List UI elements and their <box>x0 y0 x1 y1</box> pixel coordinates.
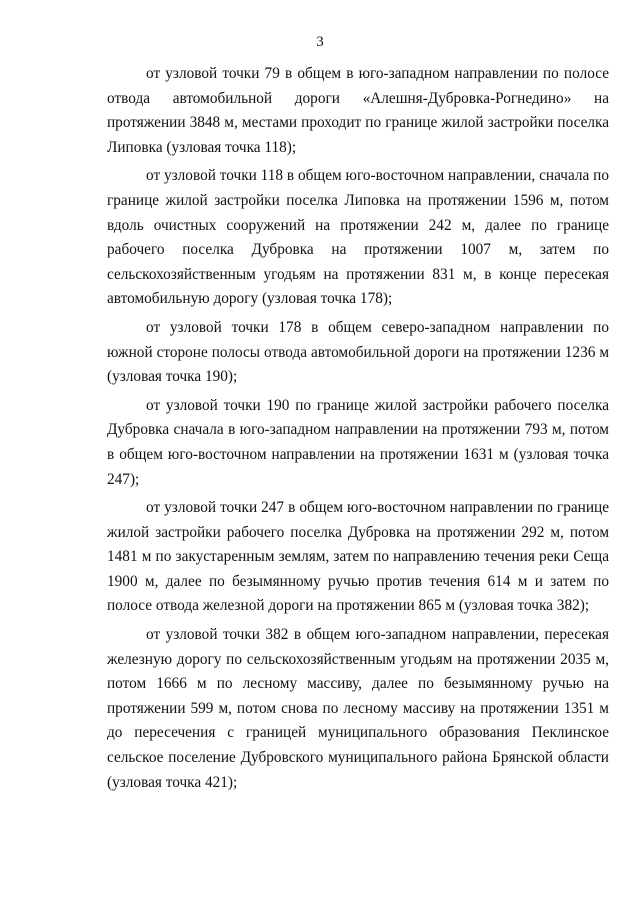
paragraph-6: от узловой точки 382 в общем юго-западном направлении, пересекая железную дорогу по сельскохозяйственным угодьям на протяжении 2035 м, потом 1666 м по лесному массиву, далее по безымянному ручью на протяжении 599 м, потом снова по лесному массиву на протяжении 1351 м до пересечения с границей муниципального образования Пеклинское сельское поселение Дубровского муниципального района Брянской области (узловая точка 421); <box>107 626 609 791</box>
document-body <box>107 62 609 799</box>
paragraph-4: от узловой точки 190 по границе жилой застройки рабочего поселка Дубровка сначала в юго-западном направлении на протяжении 793 м, потом в общем юго-восточном направлении на протяжении 1631 м (узловая точка 247); <box>107 396 609 488</box>
paragraph-2: от узловой точки 118 в общем юго-восточном направлении, сначала по границе жилой застройки поселка Липовка на протяжении 1596 м, потом вдоль очистных сооружений на протяжении 242 м, далее по границе рабочего поселка Дубровка на протяжении 1007 м, затем по сельскохозяйственным угодьям на протяжении 831 м, в конце пересекая автомобильную дорогу (узловая точка 178); <box>107 167 609 308</box>
paragraph-3: от узловой точки 178 в общем северо-западном направлении по южной стороне полосы отвода автомобильной дороги на протяжении 1236 м (узловая точка 190); <box>107 318 609 386</box>
page-number: 3 <box>316 34 324 50</box>
paragraph-1: от узловой точки 79 в общем в юго-западном направлении по полосе отвода автомобильной дороги «Алешня-Дубровка-Рогнедино» на протяжении 3848 м, местами проходит по границе жилой застройки поселка Липовка (узловая точка 118); <box>107 65 609 156</box>
paragraph-5: от узловой точки 247 в общем юго-восточном направлении по границе жилой застройки рабочего поселка Дубровка на протяжении 292 м, потом 1481 м по закустаренным землям, затем по направлению течения реки Сеща 1900 м, далее по безымянному ручью против течения 614 м и затем по полосе отвода железной дороги на протяжении 865 м (узловая точка 382); <box>107 499 609 615</box>
